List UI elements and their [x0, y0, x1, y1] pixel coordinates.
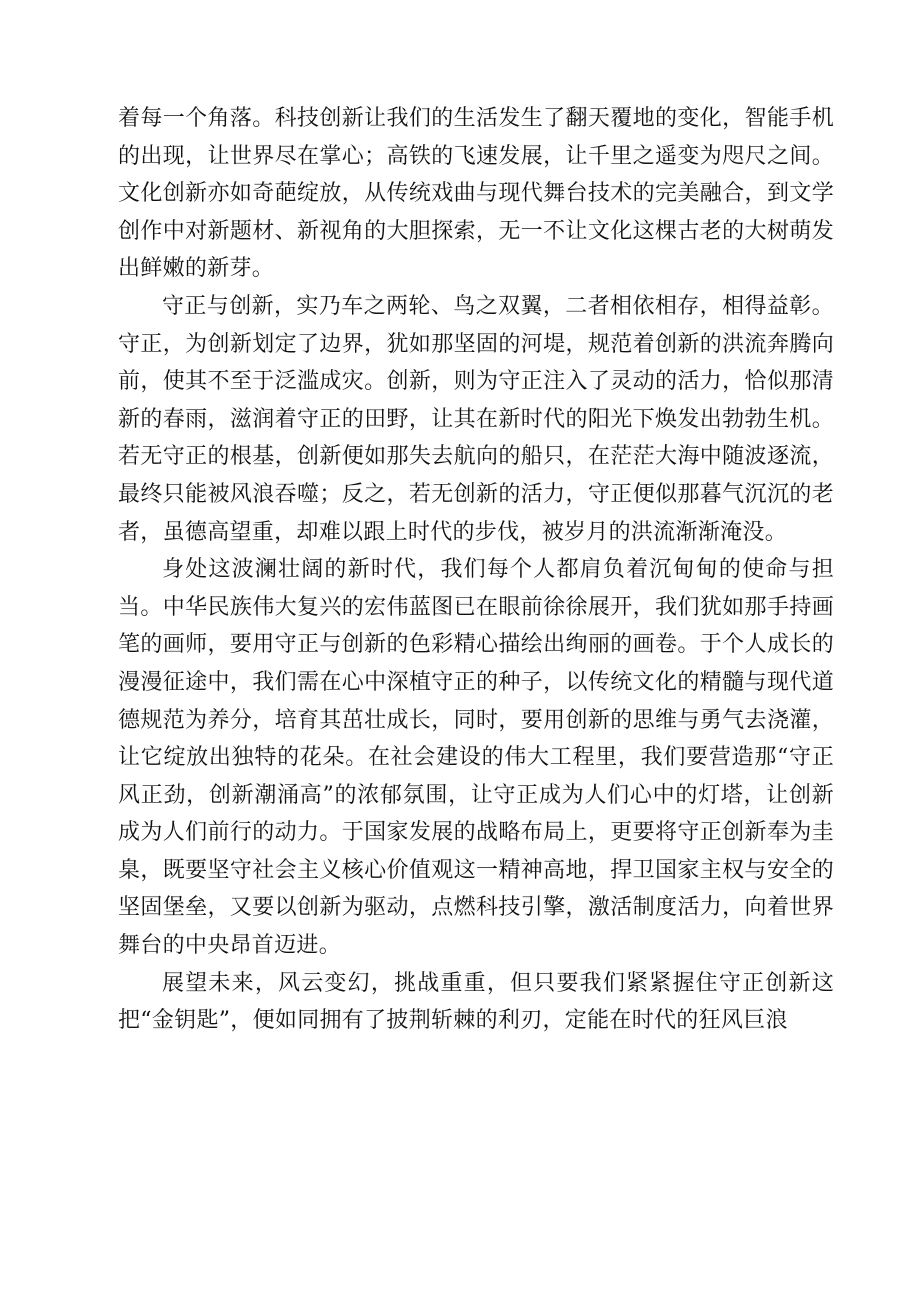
- paragraph-2: 守正与创新，实乃车之两轮、鸟之双翼，二者相依相存，相得益彰。守正，为创新划定了边界，犹如那坚固的河堤，规范着创新的洪流奔腾向前，使其不至于泛滥成灾。创新，则为守正注入了灵动的活力，恰似那清新的春雨，滋润着守正的田野，让其在新时代的阳光下焕发出勃勃生机。若无守正的根基，创新便如那失去航向的船只，在茫茫大海中随波逐流，最终只能被风浪吞噬；反之，若无创新的活力，守正便似那暮气沉沉的老者，虽德高望重，却难以跟上时代的步伐，被岁月的洪流渐渐淹没。: [118, 293, 834, 545]
- paragraph-1: 着每一个角落。科技创新让我们的生活发生了翻天覆地的变化，智能手机的出现，让世界尽在掌心；高铁的飞速发展，让千里之遥变为咫尺之间。文化创新亦如奇葩绽放，从传统戏曲与现代舞台技术的完美融合，到文学创作中对新题材、新视角的大胆探索，无一不让文化这棵古老的大树萌发出鲜嫩的新芽。: [118, 106, 834, 282]
- document-body: [118, 100, 834, 1040]
- paragraph-4: 展望未来，风云变幻，挑战重重，但只要我们紧紧握住守正创新这把“金钥匙”，便如同拥有了披荆斩棘的利刃，定能在时代的狂风巨浪: [118, 970, 834, 1034]
- paragraph-3: 身处这波澜壮阔的新时代，我们每个人都肩负着沉甸甸的使命与担当。中华民族伟大复兴的宏伟蓝图已在眼前徐徐展开，我们犹如那手持画笔的画师，要用守正与创新的色彩精心描绘出绚丽的画卷。于个人成长的漫漫征途中，我们需在心中深植守正的种子，以传统文化的精髓与现代道德规范为养分，培育其茁壮成长，同时，要用创新的思维与勇气去浇灌，让它绽放出独特的花朵。在社会建设的伟大工程里，我们要营造那“守正风正劲，创新潮涌高”的浓郁氛围，让守正成为人们心中的灯塔，让创新成为人们前行的动力。于国家发展的战略布局上，更要将守正创新奉为圭臬，既要坚守社会主义核心价值观这一精神高地，捍卫国家主权与安全的坚固堡垒，又要以创新为驱动，点燃科技引擎，激活制度活力，向着世界舞台的中央昂首迈进。: [118, 557, 834, 959]
